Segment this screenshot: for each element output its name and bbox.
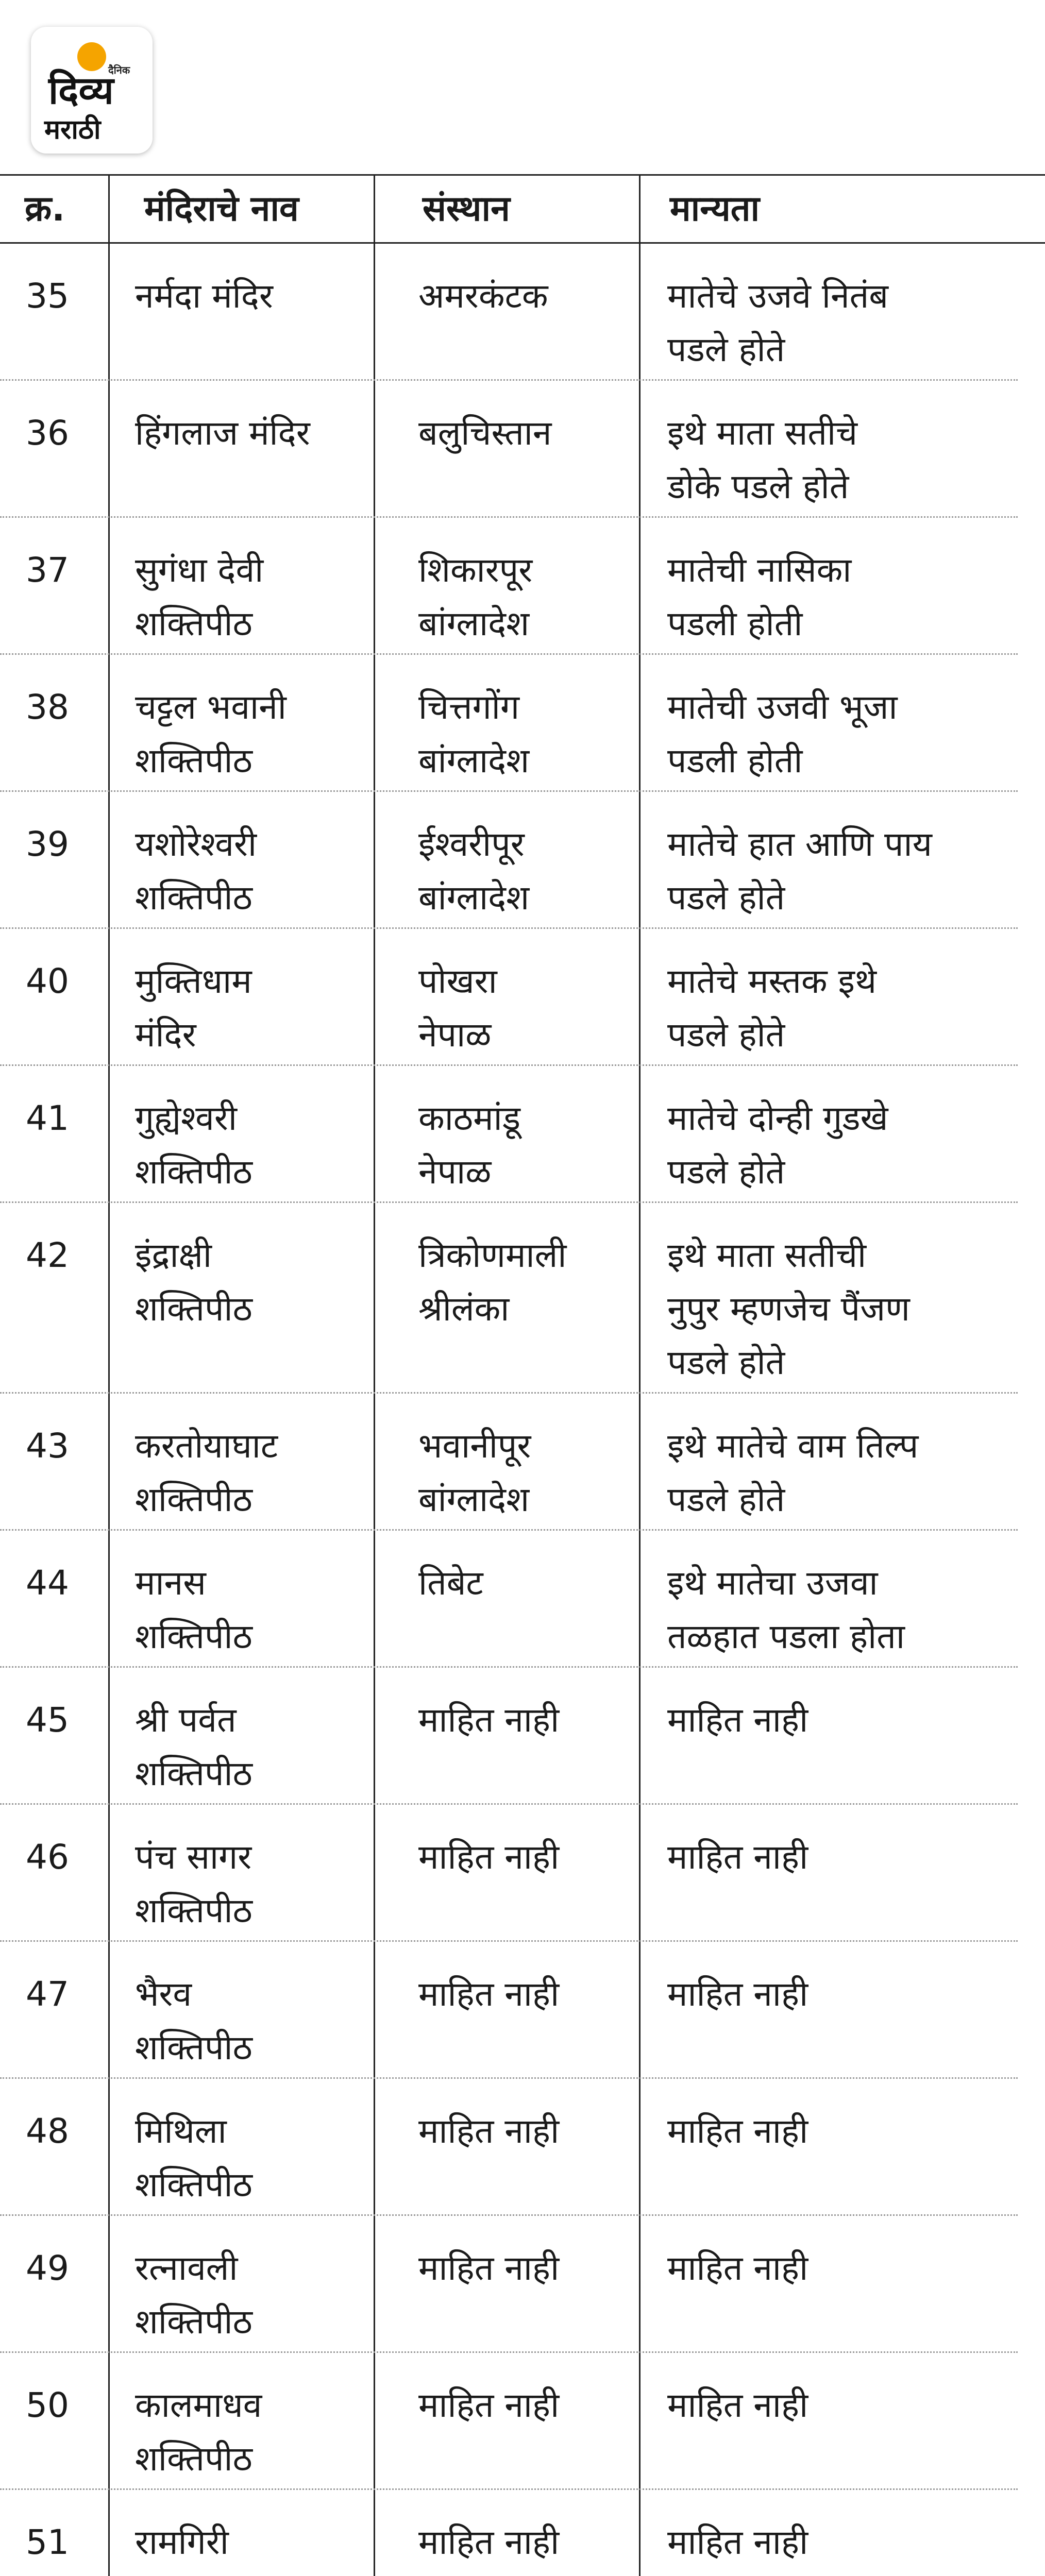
location-cell [418, 1693, 559, 1747]
row-number [26, 1092, 69, 1145]
temple-name [135, 1968, 252, 2075]
table-row [0, 2490, 1045, 2576]
location-cell-line: बांग्लादेश [418, 741, 530, 781]
location-cell-line: त्रिकोणमाली [418, 1235, 567, 1275]
temple-name-line: मिथिला [135, 2111, 227, 2151]
location-cell-line: बलुचिस्तान [418, 413, 552, 453]
table-row [0, 381, 1045, 518]
header-number: क्र. [25, 189, 65, 229]
belief-cell-line: डोके पडले होते [667, 467, 849, 506]
temple-name-line: रामगिरी [135, 2522, 229, 2562]
row-number [26, 2516, 69, 2569]
row-number-line: 40 [26, 961, 69, 1001]
table-row [0, 1668, 1045, 1805]
location-cell-line: बांग्लादेश [418, 604, 530, 643]
belief-cell-line: पडले होते [667, 1480, 785, 1519]
row-number-line: 45 [26, 1700, 69, 1740]
row-number-line: 35 [26, 276, 69, 316]
belief-cell-line: पडले होते [667, 1015, 785, 1055]
location-cell [418, 2379, 559, 2432]
temple-name-line: शक्तिपीठ [135, 1617, 252, 1656]
row-number [26, 1229, 69, 1282]
location-cell [418, 1968, 559, 2021]
location-cell-line: अमरकंटक [418, 276, 548, 316]
belief-cell-line: माहित नाही [667, 2111, 808, 2151]
belief-cell-line: मातेचे मस्तक इथे [667, 961, 877, 1001]
temple-name [135, 1092, 252, 1199]
belief-cell-line: पडली होती [667, 741, 803, 781]
row-number [26, 269, 69, 323]
row-number [26, 544, 69, 597]
row-number-line: 43 [26, 1426, 69, 1466]
table-row [0, 1531, 1045, 1668]
temple-name [135, 2379, 262, 2486]
temple-name-line: शक्तिपीठ [135, 1754, 252, 1793]
temple-name [135, 406, 310, 460]
row-number [26, 2379, 69, 2432]
row-number-line: 48 [26, 2111, 69, 2151]
temple-name [135, 544, 263, 651]
temple-name-line: सुगंधा देवी [135, 550, 264, 590]
location-cell [418, 2105, 559, 2158]
row-number [26, 1693, 69, 1747]
belief-cell [667, 1092, 888, 1199]
temple-name-line: शक्तिपीठ [135, 878, 252, 918]
temple-name-line: मानस [135, 1563, 206, 1603]
row-number [26, 2242, 69, 2295]
table-row [0, 792, 1045, 929]
belief-cell-line: पडली होती [667, 604, 803, 643]
belief-cell [667, 1968, 808, 2021]
belief-cell-line: पडले होते [667, 1343, 785, 1382]
temple-name-line: यशोरेश्वरी [135, 824, 257, 864]
location-cell-line: बांग्लादेश [418, 1480, 530, 1519]
temple-name-line: नर्मदा मंदिर [135, 276, 273, 316]
table-row [0, 655, 1045, 792]
temple-name [135, 955, 252, 1062]
belief-cell [667, 818, 932, 925]
temple-name-line [135, 2569, 252, 2576]
belief-cell-line: इथे माता सतीचे [667, 413, 858, 453]
belief-cell [667, 2516, 808, 2569]
table-row [0, 244, 1045, 381]
row-number [26, 1831, 69, 1884]
row-number [26, 1419, 69, 1473]
table-row [0, 2079, 1045, 2216]
temple-name [135, 1831, 252, 1938]
temple-name-line: रत्नावली [135, 2248, 238, 2288]
temple-name-line: शक्तिपीठ [135, 1152, 252, 1192]
table-row [0, 1066, 1045, 1203]
temple-name [135, 1556, 252, 1664]
location-cell-line: माहित नाही [418, 1837, 560, 1877]
location-cell-line: शिकारपूर [418, 550, 533, 590]
belief-cell-line: माहित नाही [667, 2385, 808, 2425]
location-cell [418, 1229, 566, 1336]
row-number-line: 39 [26, 824, 69, 864]
temple-name-line: शक्तिपीठ [135, 1289, 252, 1329]
table-row [0, 518, 1045, 655]
location-cell-line: तिबेट [418, 1563, 483, 1603]
table-row [0, 1203, 1045, 1394]
table-row [0, 2216, 1045, 2353]
temple-name-line: शक्तिपीठ [135, 2165, 252, 2205]
belief-cell-line: नुपुर म्हणजेच पैंजण [667, 1289, 910, 1329]
divya-marathi-logo [31, 27, 153, 154]
header-belief: मान्यता [670, 189, 760, 229]
location-cell [418, 1092, 520, 1199]
belief-cell-line: मातेची नासिका [667, 550, 852, 590]
belief-cell [667, 2242, 808, 2295]
location-cell-line: बांग्लादेश [418, 878, 530, 918]
belief-cell-line: इथे मातेचे वाम तिल्प [667, 1426, 919, 1466]
belief-cell-line: मातेचे हात आणि पाय [667, 824, 932, 864]
temple-name-line: शक्तिपीठ [135, 1480, 252, 1519]
table-top-border [0, 174, 1045, 176]
table-row [0, 1394, 1045, 1531]
row-number [26, 1968, 69, 2021]
belief-cell [667, 681, 898, 788]
row-number-line: 36 [26, 413, 69, 453]
header-temple-name: मंदिराचे नाव [144, 189, 299, 229]
temple-name [135, 681, 286, 788]
belief-cell-line: माहित नाही [667, 2248, 808, 2288]
location-cell-line: माहित नाही [418, 2248, 560, 2288]
row-number-line: 42 [26, 1235, 69, 1275]
temple-name [135, 269, 273, 323]
belief-cell-line: माहित नाही [667, 1974, 808, 2014]
temple-name-line: शक्तिपीठ [135, 2302, 252, 2342]
row-number [26, 406, 69, 460]
row-number-line: 41 [26, 1098, 69, 1138]
temple-name-line: चट्टल भवानी [135, 687, 286, 727]
temple-name-line: करतोयाघाट [135, 1426, 278, 1466]
row-number [26, 955, 69, 1008]
temple-name [135, 2516, 252, 2576]
belief-cell [667, 955, 877, 1062]
location-cell [418, 2242, 559, 2295]
temple-name [135, 1229, 252, 1336]
temple-name-line: शक्तिपीठ [135, 604, 252, 643]
belief-cell-line: पडले होते [667, 1152, 785, 1192]
location-cell-line: भवानीपूर [418, 1426, 531, 1466]
temple-name-line: मुक्तिधाम [135, 961, 252, 1001]
belief-cell [667, 544, 851, 651]
belief-cell [667, 2379, 808, 2432]
belief-cell [667, 1229, 910, 1389]
location-cell-line: ईश्वरीपूर [418, 824, 525, 864]
table-row [0, 2353, 1045, 2490]
belief-cell-line: माहित नाही [667, 2522, 808, 2562]
row-number [26, 818, 69, 871]
location-cell-line: माहित नाही [418, 2385, 560, 2425]
row-number-line: 50 [26, 2385, 69, 2425]
table-row [0, 929, 1045, 1066]
header-location: संस्थान [423, 189, 510, 229]
belief-cell-line: माहित नाही [667, 1837, 808, 1877]
row-number [26, 1556, 69, 1610]
location-cell-line: माहित नाही [418, 2111, 560, 2151]
location-cell [418, 269, 548, 323]
location-cell-line: श्रीलंका [418, 1289, 510, 1329]
row-number-line: 47 [26, 1974, 69, 2014]
location-cell-line: माहित नाही [418, 1700, 560, 1740]
belief-cell [667, 1831, 808, 1884]
row-number-line: 44 [26, 1563, 69, 1603]
location-cell [418, 818, 529, 925]
temple-name [135, 2105, 252, 2212]
temple-name [135, 1419, 278, 1527]
sun-icon [77, 42, 106, 71]
location-cell-line: नेपाळ [418, 1152, 492, 1192]
temple-name-line: भैरव [135, 1974, 192, 2014]
logo-tagline: दैनिक [108, 64, 130, 76]
belief-cell-line: पडले होते [667, 330, 785, 369]
logo-wordmark-bottom: मराठी [44, 114, 101, 145]
location-cell [418, 1556, 483, 1610]
location-cell [418, 406, 551, 460]
table-row [0, 1805, 1045, 1942]
location-cell-line: काठमांडू [418, 1098, 520, 1138]
belief-cell-line: इथे मातेचा उजवा [667, 1563, 878, 1603]
location-cell [418, 544, 532, 651]
temple-name [135, 1693, 252, 1801]
temple-name-line: कालमाधव [135, 2385, 262, 2425]
row-number-line: 38 [26, 687, 69, 727]
location-cell-line: पोखरा [418, 961, 497, 1001]
row-number-line: 51 [26, 2522, 69, 2562]
belief-cell-line: पडले होते [667, 878, 785, 918]
belief-cell [667, 1556, 905, 1664]
temple-name-line: शक्तिपीठ [135, 1891, 252, 1930]
table-row [0, 1942, 1045, 2079]
location-cell [418, 2516, 559, 2569]
belief-cell-line: मातेचे दोन्ही गुडखे [667, 1098, 888, 1138]
belief-cell [667, 269, 888, 377]
temple-name-line: शक्तिपीठ [135, 741, 252, 781]
belief-cell [667, 1693, 808, 1747]
belief-cell-line: तळहात पडला होता [667, 1617, 905, 1656]
temple-name-line: शक्तिपीठ [135, 2028, 252, 2067]
belief-cell [667, 406, 857, 514]
location-cell-line: चित्तगोंग [418, 687, 520, 727]
row-number [26, 681, 69, 734]
belief-cell-line: मातेचे उजवे नितंब [667, 276, 888, 316]
belief-cell [667, 2105, 808, 2158]
temple-name-line: इंद्राक्षी [135, 1235, 212, 1275]
location-cell [418, 955, 497, 1062]
temple-name-line: शक्तिपीठ [135, 2439, 252, 2479]
belief-cell [667, 1419, 918, 1527]
location-cell [418, 1419, 531, 1527]
belief-cell-line: माहित नाही [667, 1700, 808, 1740]
row-number-line: 49 [26, 2248, 69, 2288]
temple-name [135, 818, 257, 925]
location-cell [418, 681, 529, 788]
temple-name-line: गुह्येश्वरी [135, 1098, 237, 1138]
location-cell-line: नेपाळ [418, 1015, 492, 1055]
temple-name [135, 2242, 252, 2349]
row-number [26, 2105, 69, 2158]
location-cell-line: माहित नाही [418, 1974, 560, 2014]
temple-name-line: हिंगलाज मंदिर [135, 413, 310, 453]
location-cell-line: माहित नाही [418, 2522, 560, 2562]
belief-cell-line: मातेची उजवी भूजा [667, 687, 898, 727]
row-number-line: 46 [26, 1837, 69, 1877]
temple-name-line: पंच सागर [135, 1837, 252, 1877]
logo-wordmark-top: दिव्य [48, 69, 114, 113]
belief-cell-line: इथे माता सतीची [667, 1235, 867, 1275]
temple-name-line: श्री पर्वत [135, 1700, 237, 1740]
location-cell [418, 1831, 559, 1884]
temple-name-line: मंदिर [135, 1015, 196, 1055]
row-number-line: 37 [26, 550, 69, 590]
